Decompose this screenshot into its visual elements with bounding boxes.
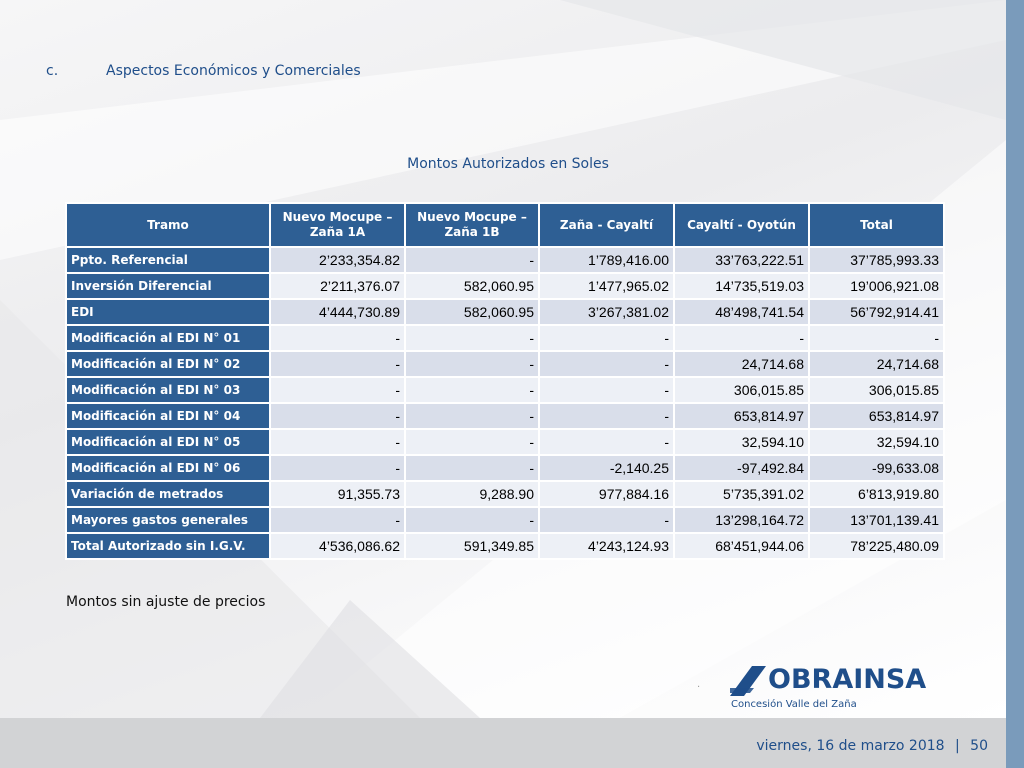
- row-label: Inversión Diferencial: [66, 273, 270, 299]
- cell-value: 91,355.73: [270, 481, 405, 507]
- header-zana-cayalti: Zaña - Cayaltí: [539, 203, 674, 247]
- header-tramo: Tramo: [66, 203, 270, 247]
- row-label: Modificación al EDI N° 01: [66, 325, 270, 351]
- cell-value: 2’211,376.07: [270, 273, 405, 299]
- row-label: Ppto. Referencial: [66, 247, 270, 273]
- table-note: Montos sin ajuste de precios: [66, 594, 266, 610]
- row-label: Modificación al EDI N° 03: [66, 377, 270, 403]
- cell-value: -: [270, 377, 405, 403]
- section-title: Aspectos Económicos y Comerciales: [106, 63, 361, 79]
- cell-value: 13’298,164.72: [674, 507, 809, 533]
- cell-value: -: [405, 351, 539, 377]
- cell-value: 14’735,519.03: [674, 273, 809, 299]
- cell-value: -: [270, 351, 405, 377]
- cell-value: -: [405, 507, 539, 533]
- cell-value: 19’006,921.08: [809, 273, 944, 299]
- right-accent-bar: [1006, 0, 1024, 768]
- row-label: Modificación al EDI N° 04: [66, 403, 270, 429]
- cell-value: -: [405, 455, 539, 481]
- decorative-dot: ·: [697, 682, 701, 693]
- cell-value: -99,633.08: [809, 455, 944, 481]
- cell-value: 582,060.95: [405, 299, 539, 325]
- cell-value: -: [674, 325, 809, 351]
- header-nuevo-mocupe-1b: Nuevo Mocupe – Zaña 1B: [405, 203, 539, 247]
- cell-value: 5’735,391.02: [674, 481, 809, 507]
- table-row: [66, 325, 944, 351]
- cell-value: -: [405, 377, 539, 403]
- cell-value: 582,060.95: [405, 273, 539, 299]
- amounts-table: [65, 202, 945, 560]
- table-row: [66, 351, 944, 377]
- cell-value: 32,594.10: [809, 429, 944, 455]
- footer-date: viernes, 16 de marzo 2018: [756, 738, 945, 754]
- row-label: Variación de metrados: [66, 481, 270, 507]
- row-label: EDI: [66, 299, 270, 325]
- cell-value: 306,015.85: [809, 377, 944, 403]
- table-row: [66, 299, 944, 325]
- cell-value: 1’477,965.02: [539, 273, 674, 299]
- cell-value: -: [539, 403, 674, 429]
- cell-value: -: [405, 429, 539, 455]
- row-label: Mayores gastos generales: [66, 507, 270, 533]
- cell-value: 977,884.16: [539, 481, 674, 507]
- cell-value: -: [809, 325, 944, 351]
- table-row: [66, 455, 944, 481]
- cell-value: -: [539, 351, 674, 377]
- table-row: [66, 507, 944, 533]
- section-letter: c.: [46, 63, 59, 79]
- header-nuevo-mocupe-1a: Nuevo Mocupe – Zaña 1A: [270, 203, 405, 247]
- cell-value: 3’267,381.02: [539, 299, 674, 325]
- header-cayalti-oyotun: Cayaltí - Oyotún: [674, 203, 809, 247]
- cell-value: -: [539, 429, 674, 455]
- cell-value: -: [539, 377, 674, 403]
- cell-value: -: [405, 247, 539, 273]
- row-label: Total Autorizado sin I.G.V.: [66, 533, 270, 559]
- cell-value: -: [539, 507, 674, 533]
- cell-value: 306,015.85: [674, 377, 809, 403]
- row-label: Modificación al EDI N° 05: [66, 429, 270, 455]
- cell-value: 2’233,354.82: [270, 247, 405, 273]
- table-row: [66, 429, 944, 455]
- table-row: [66, 273, 944, 299]
- cell-value: -: [405, 403, 539, 429]
- cell-value: -: [270, 403, 405, 429]
- header-total: Total: [809, 203, 944, 247]
- table-title: Montos Autorizados en Soles: [407, 156, 609, 172]
- cell-value: 653,814.97: [809, 403, 944, 429]
- table-header-row: [66, 203, 944, 247]
- cell-value: 9,288.90: [405, 481, 539, 507]
- cell-value: -2,140.25: [539, 455, 674, 481]
- cell-value: 653,814.97: [674, 403, 809, 429]
- logo-wordmark: OBRAINSA: [768, 664, 927, 695]
- cell-value: 4’243,124.93: [539, 533, 674, 559]
- table-row-total: [66, 533, 944, 559]
- cell-value: 32,594.10: [674, 429, 809, 455]
- page-number: 50: [970, 738, 988, 754]
- row-label: Modificación al EDI N° 06: [66, 455, 270, 481]
- cell-value: 24,714.68: [674, 351, 809, 377]
- cell-value: -: [270, 325, 405, 351]
- cell-value: 1’789,416.00: [539, 247, 674, 273]
- table-row: [66, 403, 944, 429]
- cell-value: -: [405, 325, 539, 351]
- cell-value: -: [270, 455, 405, 481]
- row-label: Modificación al EDI N° 02: [66, 351, 270, 377]
- cell-value: -: [270, 507, 405, 533]
- cell-value: 78’225,480.09: [809, 533, 944, 559]
- logo-mark-icon: [730, 666, 766, 696]
- cell-value: -: [539, 325, 674, 351]
- footer-info: [756, 738, 988, 754]
- cell-value: 24,714.68: [809, 351, 944, 377]
- cell-value: 591,349.85: [405, 533, 539, 559]
- cell-value: 6’813,919.80: [809, 481, 944, 507]
- cell-value: 68’451,944.06: [674, 533, 809, 559]
- cell-value: 4’536,086.62: [270, 533, 405, 559]
- cell-value: 13’701,139.41: [809, 507, 944, 533]
- cell-value: -: [270, 429, 405, 455]
- table-row: [66, 377, 944, 403]
- cell-value: -97,492.84: [674, 455, 809, 481]
- cell-value: 33’763,222.51: [674, 247, 809, 273]
- logo-subtitle: Concesión Valle del Zaña: [731, 699, 857, 710]
- obrainsa-logo: [730, 664, 998, 716]
- table-row: [66, 481, 944, 507]
- cell-value: 56’792,914.41: [809, 299, 944, 325]
- cell-value: 37’785,993.33: [809, 247, 944, 273]
- cell-value: 48’498,741.54: [674, 299, 809, 325]
- footer-separator: |: [955, 738, 960, 754]
- table-row: [66, 247, 944, 273]
- cell-value: 4’444,730.89: [270, 299, 405, 325]
